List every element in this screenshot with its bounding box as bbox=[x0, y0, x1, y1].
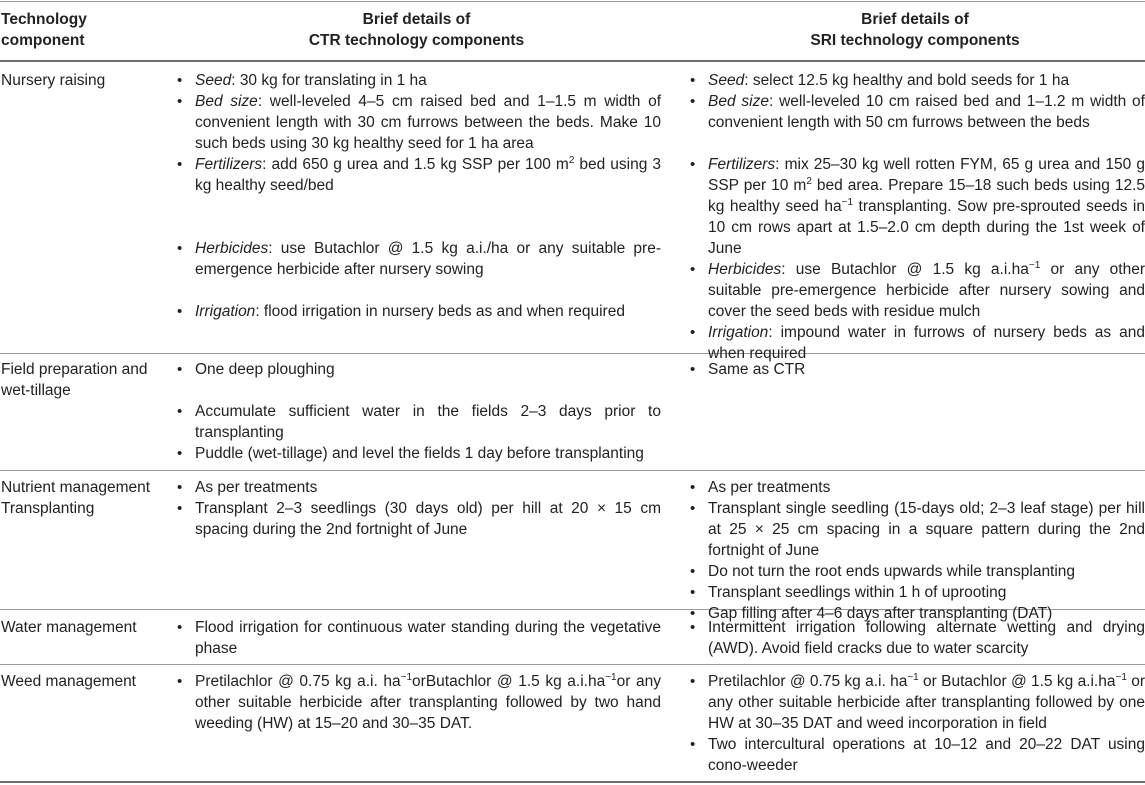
header-rule bbox=[0, 60, 1145, 62]
row-nutrient-transplanting-label: Nutrient management Transplanting bbox=[1, 479, 151, 517]
row-nursery-raising-label: Nursery raising bbox=[1, 72, 106, 89]
row-field-preparation-label: Field preparation and wet-tillage bbox=[1, 361, 148, 399]
row-divider bbox=[0, 664, 1145, 665]
list-item: • Seed: select 12.5 kg healthy and bold seeds for 1 ha bbox=[689, 70, 1145, 91]
ctr-weed-management bbox=[176, 671, 661, 734]
ctr-nursery-raising bbox=[176, 70, 661, 322]
header-technology-component: Technology component bbox=[1, 11, 87, 49]
list-item: • Herbicides: use Butachlor @ 1.5 kg $a.i.ha^{-1}$ or any other suitable pre-emergence herbicide after nursery sowing and cover the seed beds with residue mulch bbox=[689, 259, 1145, 322]
ctr-nutrient-transplanting bbox=[176, 477, 661, 540]
sri-weed-management bbox=[689, 671, 1145, 776]
list-item: • Pretilachlor @ 0.75 kg a.i. $ha^{-1}$ or Butachlor @ 1.5 kg $a.i.ha^{-1}$ or any other suitable herbicide after transplanting followed by one HW at 30–35 DAT and weed incorporation in field bbox=[689, 671, 1145, 734]
list-item: • Accumulate sufficient water in the fields 2–3 days prior to transplanting bbox=[176, 401, 661, 443]
row-weed-management-label: Weed management bbox=[1, 673, 136, 690]
list-item: • Intermittent irrigation following alternate wetting and drying (AWD). Avoid field cracks due to water scarcity bbox=[689, 617, 1145, 659]
list-item: • Fertilizers: add 650 g urea and 1.5 kg SSP per 100 $m^2$ bed using 3 kg healthy seed/bed bbox=[176, 154, 661, 196]
list-item: • Transplant single seedling (15-days old; 2–3 leaf stage) per hill at 25 × 25 cm spacing in a square pattern during the 2nd fortnight of June bbox=[689, 498, 1145, 561]
row-water-management-label: Water management bbox=[1, 619, 137, 636]
list-item: • As per treatments bbox=[689, 477, 1145, 498]
table-top-rule bbox=[0, 1, 1145, 2]
list-item: • Seed: 30 kg for translating in 1 ha bbox=[176, 70, 661, 91]
sri-water-management bbox=[689, 617, 1145, 659]
row-divider bbox=[0, 470, 1145, 471]
list-item: • Bed size: well-leveled 10 cm raised bed and 1–1.2 m width of convenient length with 50 cm furrows between the beds bbox=[689, 91, 1145, 133]
list-item: • Herbicides: use Butachlor @ 1.5 kg a.i./ha or any suitable pre-emergence herbicide after nursery sowing bbox=[176, 238, 661, 280]
list-item: • Do not turn the root ends upwards while transplanting bbox=[689, 561, 1145, 582]
sri-nursery-raising bbox=[689, 70, 1145, 364]
ctr-field-preparation bbox=[176, 359, 661, 464]
list-item: • Transplant seedlings within 1 h of uprooting bbox=[689, 582, 1145, 603]
list-item: • Puddle (wet-tillage) and level the fields 1 day before transplanting bbox=[176, 443, 661, 464]
table-bottom-rule bbox=[0, 781, 1145, 783]
list-item: • Pretilachlor @ 0.75 kg a.i. $ha^{-1}orButachlor$ @ 1.5 kg $a.i.ha^{-1}or$ any other suitable herbicide after transplanting followed by two hand weeding (HW) at 15–20 and 30–35 DAT. bbox=[176, 671, 661, 734]
list-item: • One deep ploughing bbox=[176, 359, 661, 380]
sri-field-preparation bbox=[689, 359, 1145, 380]
list-item: • Two intercultural operations at 10–12 and 20–22 DAT using cono-weeder bbox=[689, 734, 1145, 776]
list-item: • Gap filling after 4–6 days after transplanting (DAT) bbox=[689, 603, 1145, 624]
list-item: • Irrigation: flood irrigation in nursery beds as and when required bbox=[176, 301, 661, 322]
list-item: • Bed size: well-leveled 4–5 cm raised bed and 1–1.5 m width of convenient length with 30 cm furrows between the beds. Make 10 such beds using 30 kg healthy seed for 1 ha area bbox=[176, 91, 661, 154]
list-item: • Transplant 2–3 seedlings (30 days old) per hill at 20 × 15 cm spacing during the 2nd fortnight of June bbox=[176, 498, 661, 540]
ctr-water-management bbox=[176, 617, 661, 659]
list-item: • Flood irrigation for continuous water standing during the vegetative phase bbox=[176, 617, 661, 659]
header-sri-details: Brief details of SRI technology components bbox=[810, 11, 1020, 49]
list-item: • Fertilizers: mix 25–30 kg well rotten FYM, 65 g urea and 150 g SSP per 10 $m^2$ bed area. Prepare 15–18 such beds using 12.5 kg healthy seed $ha^{-1}$ transplanting. Sow pre-sprouted seeds in 10 cm rows apart at 1.5–2.0 cm depth during the 1st week of June bbox=[689, 154, 1145, 259]
list-item: • As per treatments bbox=[176, 477, 661, 498]
list-item: • Same as CTR bbox=[689, 359, 1145, 380]
sri-nutrient-transplanting bbox=[689, 477, 1145, 624]
list-item: • Irrigation: impound water in furrows of nursery beds as and when required bbox=[689, 322, 1145, 364]
header-ctr-details: Brief details of CTR technology components bbox=[308, 11, 525, 49]
